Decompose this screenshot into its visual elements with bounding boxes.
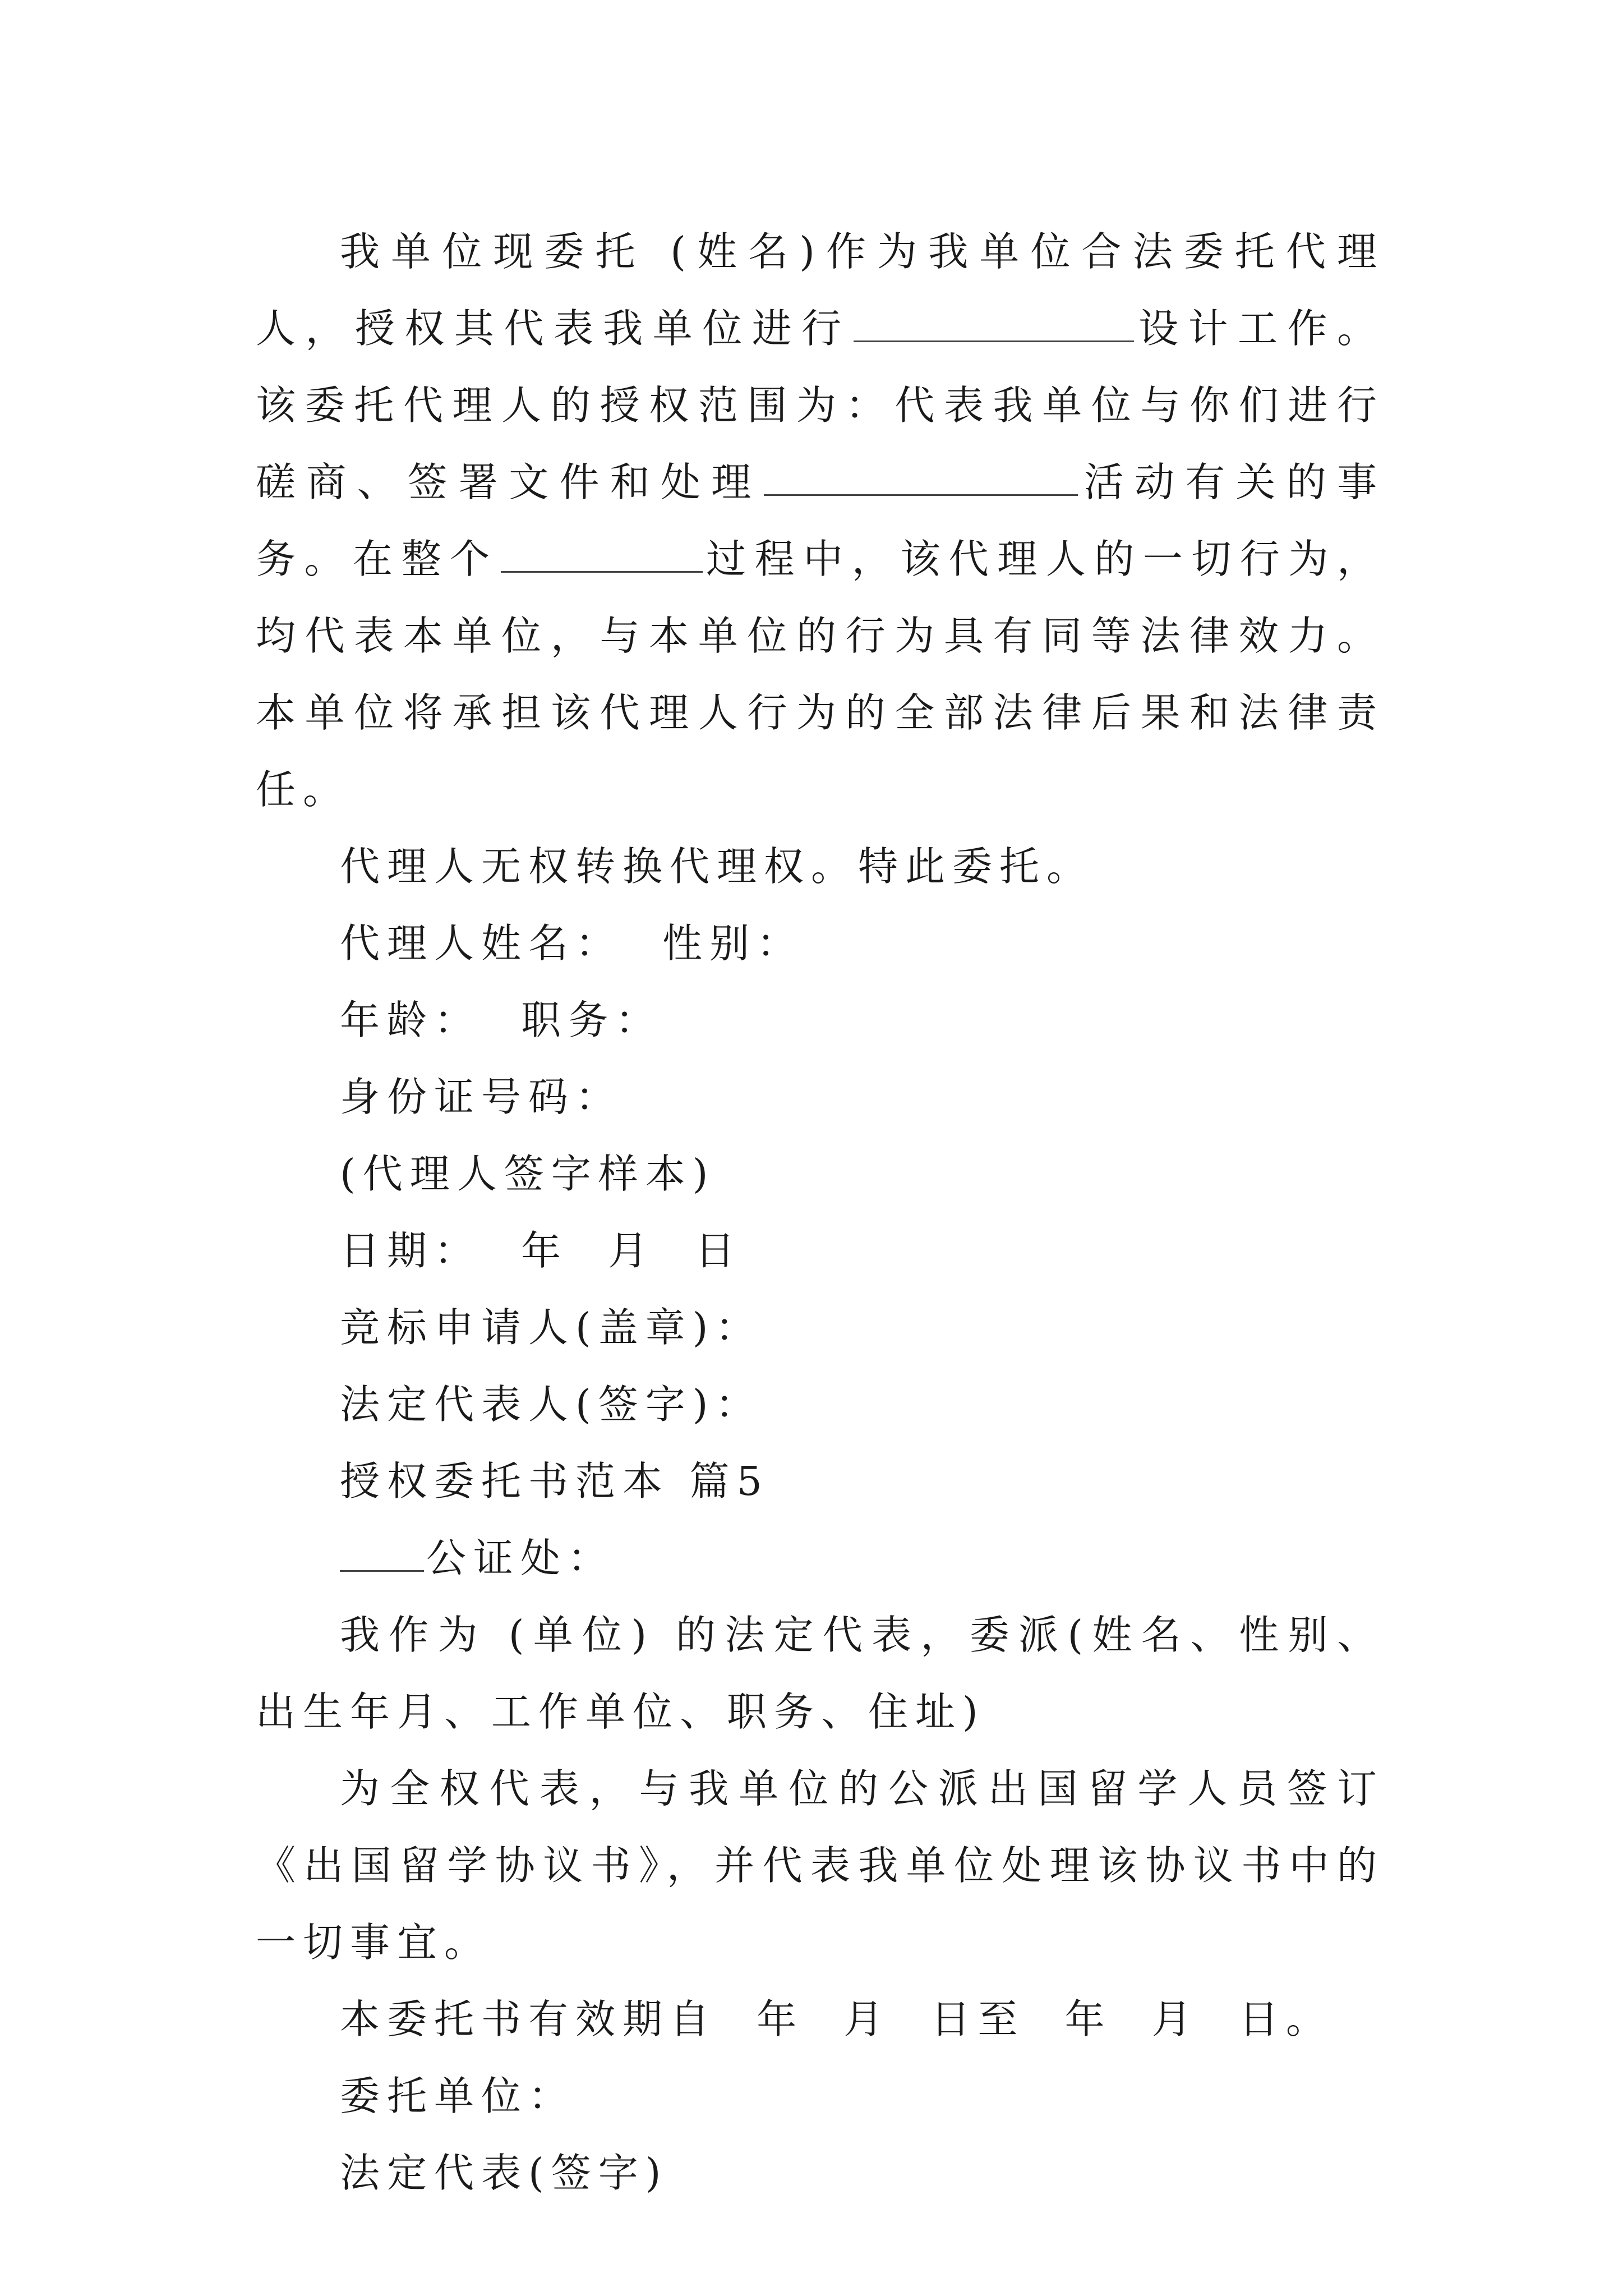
legal-representative-sign-line: 法定代表人(签字)： bbox=[340, 1381, 763, 1428]
blank-project-name bbox=[854, 306, 1134, 342]
date-line: 日期： 年 月 日 bbox=[340, 1227, 743, 1274]
section-heading: 授权委托书范本 篇5 bbox=[340, 1458, 769, 1504]
signature-sample-line: (代理人签字样本) bbox=[340, 1151, 716, 1197]
paragraph-text-4: 过程中，该代理人的一切行为，均代表本单位，与本单位的行为具有同等法律效力。本单位将承担该代理人行为的全部法律后果和法律责任。 bbox=[256, 536, 1384, 813]
blank-notary-name bbox=[340, 1535, 424, 1572]
delegation-paragraph: 我作为 (单位) 的法定代表，委派(姓名、性别、出生年月、工作单位、职务、住址) bbox=[256, 1612, 1384, 1735]
notary-office-label: 公证处： bbox=[426, 1535, 615, 1581]
entrusting-unit-line: 委托单位： bbox=[340, 2073, 576, 2119]
authorization-paragraph bbox=[256, 213, 1384, 828]
validity-period-line: 本委托书有效期自 年 月 日至 年 月 日。 bbox=[340, 1996, 1333, 2042]
notary-office-line bbox=[256, 1520, 1384, 1596]
paragraph-text-1: 我单位现委托 (姓名)作为我单位合法委托代理人，授权其代表我单位进行 bbox=[256, 228, 1384, 352]
agent-name-gender-line: 代理人姓名： 性别： bbox=[340, 920, 804, 967]
legal-representative-line: 法定代表(签字) bbox=[340, 2150, 668, 2196]
age-position-line: 年龄： 职务： bbox=[340, 997, 663, 1043]
no-transfer-line: 代理人无权转换代理权。特此委托。 bbox=[340, 843, 1094, 890]
paragraph-text-3: 活动有关的事务。在整个 bbox=[256, 459, 1384, 582]
full-representative-paragraph: 为全权代表，与我单位的公派出国留学人员签订《出国留学协议书》，并代表我单位处理该协议书中的一切事宜。 bbox=[256, 1765, 1384, 1966]
applicant-seal-line: 竞标申请人(盖章)： bbox=[340, 1304, 763, 1351]
blank-activity-name bbox=[764, 459, 1078, 496]
document-body bbox=[256, 213, 1384, 2211]
id-number-line: 身份证号码： bbox=[340, 1074, 623, 1120]
blank-process-name bbox=[501, 536, 703, 573]
paragraph-text-2: 设计工作。该委托代理人的授权范围为：代表我单位与你们进行磋商、签署文件和处理 bbox=[256, 305, 1384, 505]
